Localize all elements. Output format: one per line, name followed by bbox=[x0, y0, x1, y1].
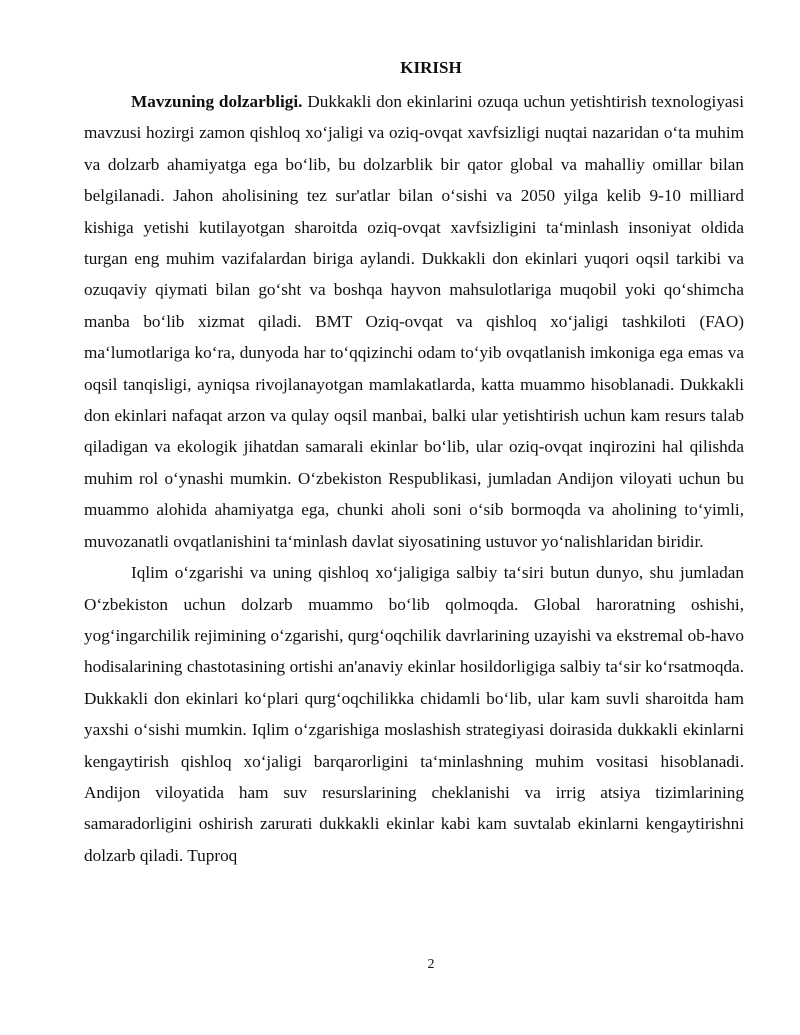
page-number: 2 bbox=[427, 957, 435, 972]
paragraph-climate bbox=[84, 557, 744, 871]
paragraph-lead: Mavzuning dolzarbligi. bbox=[131, 92, 303, 111]
paragraph-relevance bbox=[84, 86, 744, 557]
section-heading: KIRISH bbox=[400, 58, 462, 77]
body-text bbox=[84, 86, 744, 871]
paragraph-text: Iqlim o‘zgarishi va uning qishloq xo‘jaligiga salbiy ta‘siri butun dunyo, shu jumladan O‘zbekiston uchun dolzarb muammo bo‘lib qolmoqda. Global haroratning oshishi, yog‘ingarchilik rejimining o‘zgarishi, qurg‘oqchilik davrlarining uzayishi va ekstremal ob-havo hodisalarining chastotasining ortishi an'anaviy ekinlar hosildorligiga salbiy ta‘sir ko‘rsatmoqda. Dukkakli don ekinlari ko‘plari qurg‘oqchilikka chidamli bo‘lib, ular kam suvli sharoitda ham yaxshi o‘sishi mumkin. Iqlim o‘zgarishiga moslashish strategiyasi doirasida dukkakli ekinlarni kengaytirish qishloq xo‘jaligi barqarorligini ta‘minlashning muhim vositasi hisoblanadi. Andijon viloyatida ham suv resurslarining cheklanishi va irrig atsiya tizimlarining samaradorligini oshirish zarurati dukkakli ekinlar kabi kam suvtalab ekinlarni kengaytirishni dolzarb qiladi. Tuproq bbox=[84, 563, 744, 865]
paragraph-text: Dukkakli don ekinlarini ozuqa uchun yetishtirish texnologiyasi mavzusi hozirgi zamon qishloq xo‘jaligi va oziq-ovqat xavfsizligi nuqtai nazaridan o‘ta muhim va dolzarb ahamiyatga ega bo‘lib, bu dolzarblik bir qator global va mahalliy omillar bilan belgilanadi. Jahon aholisining tez sur'atlar bilan o‘sishi va 2050 yilga kelib 9-10 milliard kishiga yetishi kutilayotgan sharoitda oziq-ovqat xavfsizligini ta‘minlash insoniyat oldida turgan eng muhim vazifalardan biriga aylandi. Dukkakli don ekinlari yuqori oqsil tarkibi va ozuqaviy qiymati bilan go‘sht va boshqa hayvon mahsulotlariga muqobil yoki qo‘shimcha manba bo‘lib xizmat qiladi. BMT Oziq-ovqat va qishloq xo‘jaligi tashkiloti (FAO) ma‘lumotlariga ko‘ra, dunyoda har to‘qqizinchi odam to‘yib ovqatlanish imkoniga ega emas va oqsil tanqisligi, ayniqsa rivojlanayotgan mamlakatlarda, katta muammo hisoblanadi. Dukkakli don ekinlari nafaqat arzon va qulay oqsil manbai, balki ular yetishtirish uchun kam resurs talab qiladigan va ekologik jihatdan samarali ekinlar bo‘lib, ular oziq-ovqat inqirozini hal qilishda muhim rol o‘ynashi mumkin. O‘zbekiston Respublikasi, jumladan Andijon viloyati uchun bu muammo alohida ahamiyatga ega, chunki aholi soni o‘sib bormoqda va aholining to‘yimli, muvozanatli ovqatlanishini ta‘minlash davlat siyosatining ustuvor yo‘nalishlaridan biridir. bbox=[84, 92, 744, 551]
